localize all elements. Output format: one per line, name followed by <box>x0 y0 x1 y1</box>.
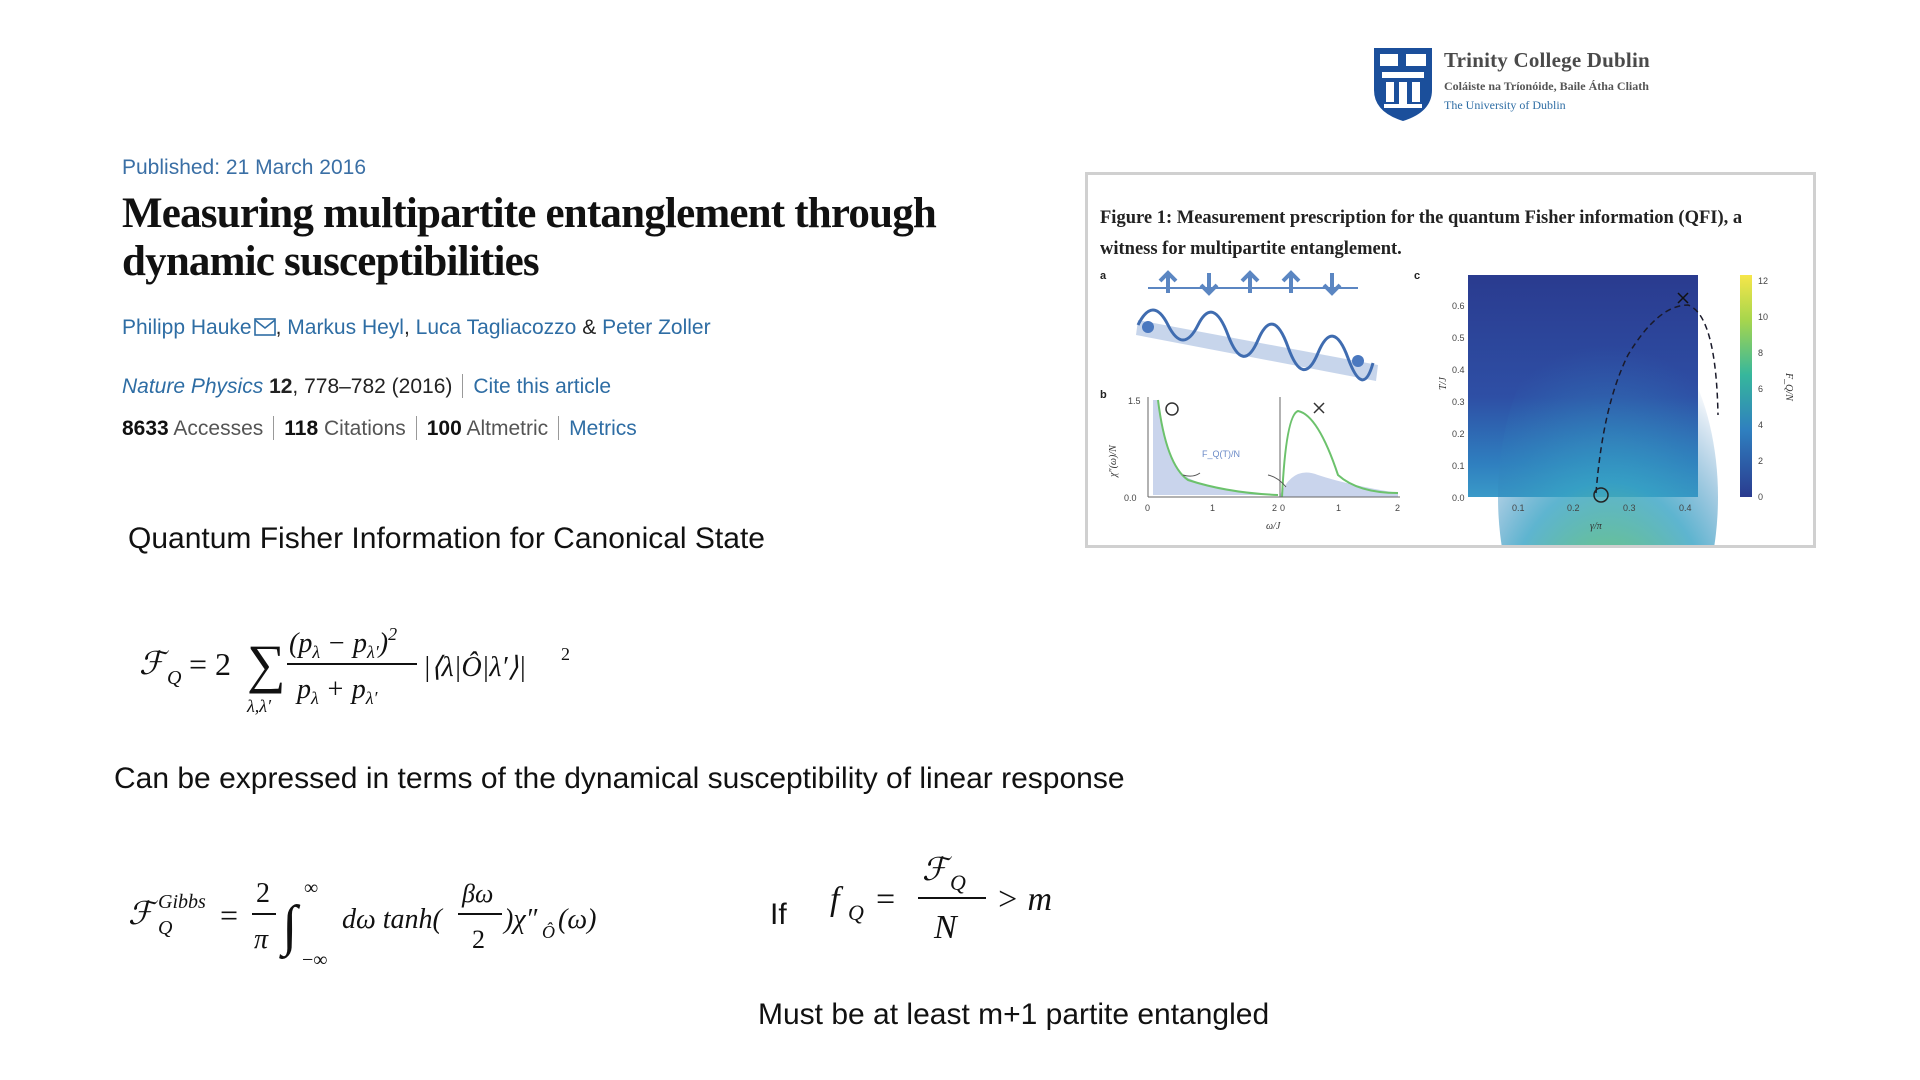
eq2-frac-num: βω <box>462 879 494 908</box>
fq-symbol: ℱ <box>139 645 165 681</box>
eq1-square: 2 <box>561 644 570 664</box>
tcd-logo <box>1372 46 1672 126</box>
article-metrics <box>122 416 637 441</box>
figure-caption: Figure 1: Measurement prescription for the quantum Fisher information (QFI), a witness for multipartite entanglement. <box>1100 208 1743 259</box>
colorbar <box>1740 275 1794 502</box>
b-x-tick: 0 <box>1280 503 1286 513</box>
divider <box>558 416 559 440</box>
c-x-tick: 0.3 <box>1623 503 1636 513</box>
colorbar-tick: 6 <box>1758 384 1764 394</box>
b-x-tick: 2 <box>1395 503 1401 513</box>
journal-volume: 12 <box>269 375 293 398</box>
c-x-tick: 0.2 <box>1567 503 1580 513</box>
eq2-tail-end: (ω) <box>558 904 597 935</box>
c-x-tick: 0.4 <box>1679 503 1692 513</box>
colorbar-tick: 8 <box>1758 348 1764 358</box>
divider <box>273 416 274 440</box>
c-y-tick: 0.4 <box>1452 365 1465 375</box>
article-title: Measuring multipartite entanglement through dynamic susceptibilities <box>122 190 937 285</box>
eq2-lower-limit: −∞ <box>302 949 328 971</box>
c-y-tick: 0.1 <box>1452 461 1465 471</box>
eq1-matrix-element: |⟨λ|Ô|λ′⟩| <box>423 652 527 683</box>
colorbar-label: F_Q/N <box>1783 373 1794 401</box>
eq3-num: ℱ <box>922 851 948 887</box>
eq3-num-sub: Q <box>950 870 966 895</box>
author-link-hauke[interactable]: Philipp Hauke <box>122 316 252 339</box>
b-x-tick: 1 <box>1210 503 1216 513</box>
logo-subtitle-2: The University of Dublin <box>1444 98 1566 112</box>
eq2-body: dω tanh( <box>342 904 442 935</box>
divider <box>462 374 463 398</box>
b-x-tick: 1 <box>1336 503 1342 513</box>
c-y-tick: 0.0 <box>1452 493 1465 503</box>
panel-label-c: c <box>1414 270 1421 282</box>
eq2-tail: )χ″ <box>504 904 538 935</box>
mail-icon[interactable] <box>254 318 276 336</box>
divider <box>416 416 417 440</box>
if-label: If <box>770 898 787 931</box>
b-y-tick: 0.0 <box>1124 493 1137 503</box>
c-y-label: T/J <box>1438 377 1449 390</box>
integral-symbol: ∫ <box>282 895 298 957</box>
eq3-lhs: f <box>830 881 840 918</box>
c-y-tick: 0.2 <box>1452 429 1465 439</box>
citations-label: Citations <box>324 417 406 440</box>
gibbs-qfi-equation <box>124 866 614 976</box>
colorbar-tick: 12 <box>1758 276 1769 286</box>
altmetric-score: 100 <box>426 417 462 440</box>
eq3-lhs-sub: Q <box>848 900 864 925</box>
panel-label-a: a <box>1100 270 1107 282</box>
author-link-tagliacozzo[interactable]: Luca Tagliacozzo <box>415 316 577 339</box>
eq2-subscript: Q <box>158 917 173 939</box>
tcd-crest-icon <box>1372 46 1434 122</box>
eq1-denominator: $p_\lambda + p_{\lambda'}$ <box>297 674 378 708</box>
eq3-equals: = <box>876 881 896 918</box>
colorbar-tick: 0 <box>1758 492 1764 502</box>
inset-label: F_Q(T)/N <box>1202 449 1240 459</box>
c-y-tick: 0.6 <box>1452 301 1465 311</box>
altmetric-label: Altmetric <box>466 417 549 440</box>
eq3-den: N <box>934 909 957 946</box>
fq-subscript: Q <box>167 667 182 689</box>
b-y-label: χ″(ω)/N <box>1108 445 1119 477</box>
spin-chain-illustration <box>1136 273 1378 381</box>
colorbar-tick: 10 <box>1758 312 1769 322</box>
colorbar-tick: 2 <box>1758 456 1764 466</box>
susceptibility-statement: Can be expressed in terms of the dynamical susceptibility of linear response <box>114 762 1125 795</box>
eq2-equals: = <box>220 897 239 933</box>
b-x-tick: 0 <box>1145 503 1151 513</box>
author-separator: , <box>403 316 416 339</box>
eq2-fq-symbol: ℱ <box>128 895 154 931</box>
b-y-tick: 1.5 <box>1128 396 1141 406</box>
c-x-tick: 0.1 <box>1512 503 1525 513</box>
b-x-tick: 2 <box>1272 503 1278 513</box>
c-y-tick: 0.3 <box>1452 397 1465 407</box>
figure-panel[interactable] <box>1085 172 1816 548</box>
c-x-label: γ/π <box>1590 521 1602 532</box>
cite-article-link[interactable]: Cite this article <box>473 375 612 398</box>
author-list <box>122 316 711 340</box>
sum-symbol: ∑ <box>247 634 286 694</box>
eq2-factor-den: π <box>254 924 269 955</box>
qfi-heatmap <box>1438 275 1718 545</box>
metrics-link[interactable]: Metrics <box>569 417 637 440</box>
eq2-tail-sub: Ô <box>542 922 555 942</box>
colorbar-tick: 4 <box>1758 420 1764 430</box>
journal-name[interactable]: Nature Physics <box>122 375 264 398</box>
logo-title: Trinity College Dublin <box>1444 48 1650 72</box>
susceptibility-plot <box>1108 396 1400 532</box>
entanglement-conclusion: Must be at least m+1 partite entangled <box>758 998 1270 1031</box>
logo-subtitle: Coláiste na Tríonóide, Baile Átha Cliath <box>1444 79 1649 93</box>
figure-graphic <box>1088 175 1813 545</box>
journal-pages: , 778–782 (2016) <box>292 375 453 398</box>
accesses-label: Accesses <box>173 417 264 440</box>
citations-count: 118 <box>284 417 319 440</box>
eq3-rhs: > m <box>996 881 1052 918</box>
author-link-zoller[interactable]: Peter Zoller <box>602 316 711 339</box>
eq1-factor: = 2 <box>189 646 232 682</box>
entanglement-criterion <box>826 846 1076 956</box>
eq2-upper-limit: ∞ <box>304 877 319 899</box>
eq1-numerator: $(p_\lambda - p_{\lambda'})^2$ <box>289 624 398 662</box>
published-date: Published: 21 March 2016 <box>122 156 366 179</box>
eq2-frac-den: 2 <box>472 925 485 954</box>
accesses-count: 8633 <box>122 417 169 440</box>
panel-label-b: b <box>1100 389 1107 401</box>
b-x-label: ω/J <box>1266 521 1281 532</box>
author-link-heyl[interactable]: Markus Heyl <box>287 316 404 339</box>
citation-line <box>122 374 611 399</box>
qfi-heading: Quantum Fisher Information for Canonical State <box>128 522 765 555</box>
author-separator: , <box>275 316 288 339</box>
c-y-tick: 0.5 <box>1452 333 1465 343</box>
author-separator: & <box>576 316 603 339</box>
eq2-factor-num: 2 <box>256 878 270 909</box>
qfi-equation <box>135 620 595 720</box>
eq2-superscript: Gibbs <box>158 891 206 913</box>
sum-subscript: λ,λ′ <box>247 696 272 716</box>
